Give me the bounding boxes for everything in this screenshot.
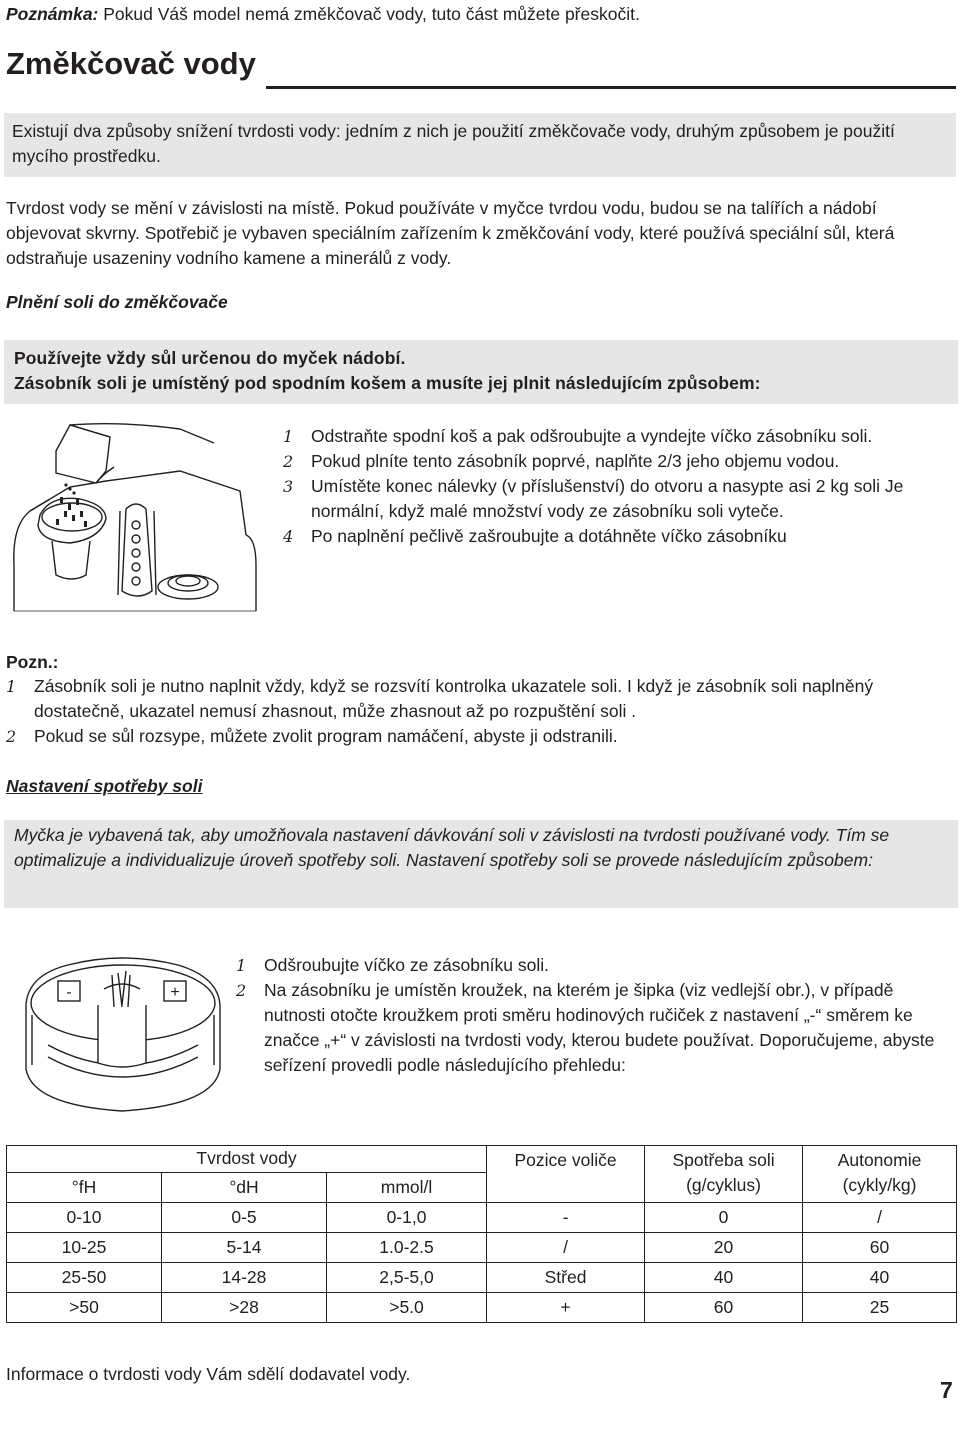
table-cell: 25-50: [7, 1263, 162, 1293]
table-header-salt: [645, 1146, 803, 1203]
table-cell: 5-14: [162, 1233, 327, 1263]
table-header-mmol: mmol/l: [327, 1173, 487, 1203]
step-text: Pokud plníte tento zásobník poprvé, naplňte 2/3 jeho objemu vodou.: [311, 451, 840, 471]
table-cell: -: [487, 1203, 645, 1233]
table-cell: 1.0-2.5: [327, 1233, 487, 1263]
step-number: 2: [283, 452, 294, 471]
list-item: [283, 449, 959, 474]
step-number: 1: [283, 427, 294, 446]
note-item-text: Zásobník soli je nutno naplnit vždy, když se rozsvítí kontrolka ukazatele soli. I když je zásobník soli naplněný dostatečně, ukazatel nemusí zhasnout, může zhasnout až po rozpuštění soli .: [34, 676, 874, 721]
table-header-fh: °fH: [7, 1173, 162, 1203]
table-cell: 2,5-5,0: [327, 1263, 487, 1293]
table-cell: Střed: [487, 1263, 645, 1293]
bold-instruction-box: [4, 340, 958, 404]
table-cell: 60: [803, 1233, 957, 1263]
autonomy-header-line-2: (cykly/kg): [842, 1175, 917, 1195]
table-cell: 14-28: [162, 1263, 327, 1293]
salt-header-line-1: Spotřeba soli: [672, 1150, 775, 1170]
subheading-setting: Nastavení spotřeby soli: [6, 776, 203, 796]
table-cell: /: [803, 1203, 957, 1233]
step-text: Odšroubujte víčko ze zásobníku soli.: [264, 955, 550, 975]
dial-plus-mark: +: [170, 984, 180, 1001]
table-cell: 0-10: [7, 1203, 162, 1233]
pozn-heading: Pozn.:: [6, 652, 59, 672]
footer-note: Informace o tvrdosti vody Vám sdělí dodavatel vody.: [6, 1364, 411, 1384]
table-header-position: Pozice voliče: [487, 1146, 645, 1203]
note-number: 2: [6, 727, 17, 746]
water-hardness-table: [6, 1145, 957, 1323]
table-header-row: [7, 1146, 957, 1173]
list-item: [283, 524, 959, 549]
table-header-hardness: Tvrdost vody: [7, 1146, 487, 1173]
note-item-text: Pokud se sůl rozsype, můžete zvolit program namáčení, abyste ji odstranili.: [34, 726, 618, 746]
table-row: [7, 1293, 957, 1323]
bold-line-2: Zásobník soli je umístěný pod spodním košem a musíte jej plnit následujícím způsobem:: [14, 373, 761, 393]
note-top: [6, 2, 640, 27]
step-number: 3: [283, 477, 294, 496]
list-item: [283, 424, 959, 449]
bold-line-1: Používejte vždy sůl určenou do myček nádobí.: [14, 348, 406, 368]
dial-minus-mark: -: [66, 984, 72, 1001]
table-row: [7, 1263, 957, 1293]
table-header-dh: °dH: [162, 1173, 327, 1203]
table-cell: +: [487, 1293, 645, 1323]
step-text: Na zásobníku je umístěn kroužek, na kterém je šipka (viz vedlejší obr.), v případě nutnosti otočte kroužkem proti směru hodinových ručiček z nastavení „-“ směrem ke značce „+“ v závislosti na tvrdosti vody, kterou budete používat. Doporučujeme, abyste seřízení provedli podle následujícího přehledu:: [264, 980, 935, 1075]
autonomy-header-line-1: Autonomie: [837, 1150, 922, 1170]
pozn-list: [6, 674, 956, 749]
list-item: [6, 724, 956, 749]
salt-filling-illustration: [10, 415, 272, 627]
table-cell: 0-1,0: [327, 1203, 487, 1233]
subheading-fill: Plnění soli do změkčovače: [6, 292, 228, 312]
step-text: Odstraňte spodní koš a pak odšroubujte a vyndejte víčko zásobníku soli.: [311, 426, 873, 446]
intro-box: Existují dva způsoby snížení tvrdosti vody: jedním z nich je použití změkčovače vody, druhým způsobem je použití mycího prostředku.: [4, 113, 956, 177]
table-row: [7, 1203, 957, 1233]
list-item: [236, 953, 958, 978]
table-cell: 0: [645, 1203, 803, 1233]
step-number: 2: [236, 981, 247, 1000]
note-number: 1: [6, 677, 17, 696]
table-cell: 40: [803, 1263, 957, 1293]
hardness-paragraph: Tvrdost vody se mění v závislosti na místě. Pokud používáte v myčce tvrdou vodu, budou se na talířích a nádobí objevovat skvrny. Spotřebič je vybaven speciálním zařízením k změkčování vody, které používá speciální sůl, která odstraňuje usazeniny vodního kamene a minerálů z vody.: [6, 198, 895, 268]
setting-box: Myčka je vybavená tak, aby umožňovala nastavení dávkování soli v závislosti na tvrdosti používané vody. Tím se optimalizuje a individualizuje úroveň spotřeby soli. Nastavení spotřeby soli se provede následujícím způsobem:: [4, 820, 958, 908]
fill-steps-list: [283, 424, 959, 549]
table-cell: >50: [7, 1293, 162, 1323]
step-number: 4: [283, 527, 294, 546]
step-text: Umístěte konec nálevky (v příslušenství) do otvoru a nasypte asi 2 kg soli Je normální, když malé množství vody ze zásobníku soli vyteče.: [311, 476, 904, 521]
table-cell: 20: [645, 1233, 803, 1263]
setting-steps-list: [236, 953, 958, 1078]
page-number: 7: [940, 1377, 953, 1403]
table-cell: 10-25: [7, 1233, 162, 1263]
table-cell: >28: [162, 1293, 327, 1323]
note-label: Poznámka:: [6, 4, 99, 24]
table-cell: 25: [803, 1293, 957, 1323]
table-cell: >5.0: [327, 1293, 487, 1323]
list-item: [6, 674, 956, 724]
table-row: [7, 1233, 957, 1263]
list-item: [283, 474, 959, 524]
table-cell: 0-5: [162, 1203, 327, 1233]
note-text: Pokud Váš model nemá změkčovač vody, tuto část můžete přeskočit.: [98, 4, 640, 24]
salt-dial-illustration: [18, 945, 228, 1120]
step-text: Po naplnění pečlivě zašroubujte a dotáhněte víčko zásobníku: [311, 526, 787, 546]
step-number: 1: [236, 956, 247, 975]
table-cell: 40: [645, 1263, 803, 1293]
table-cell: 60: [645, 1293, 803, 1323]
page-title: Změkčovač vody: [6, 46, 256, 81]
salt-header-line-2: (g/cyklus): [686, 1175, 761, 1195]
table-header-autonomy: [803, 1146, 957, 1203]
list-item: [236, 978, 958, 1078]
table-cell: /: [487, 1233, 645, 1263]
title-rule: [266, 86, 956, 89]
